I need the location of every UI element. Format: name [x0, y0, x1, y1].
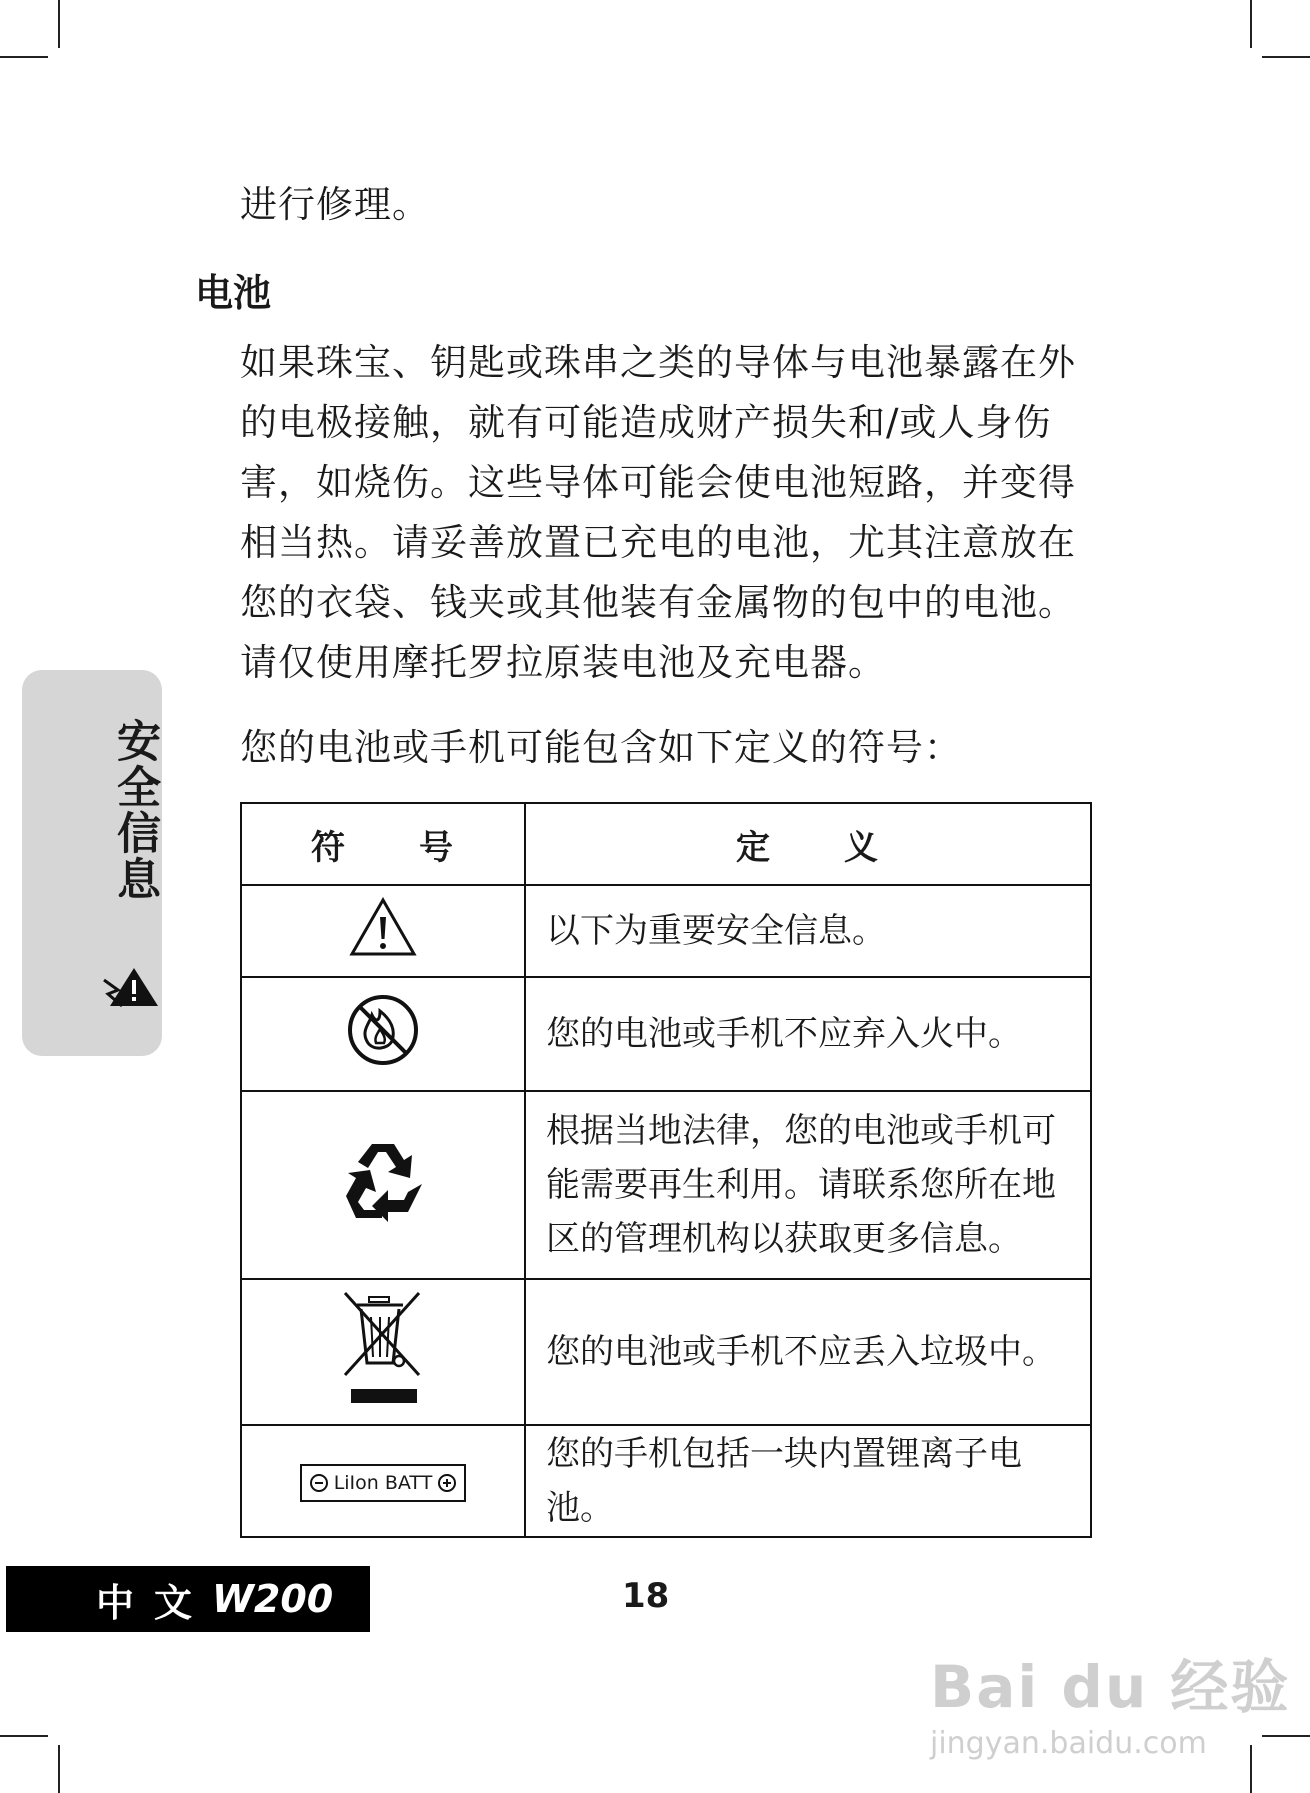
- symbols-table: [240, 802, 1092, 1538]
- warning-lightning-icon: [102, 966, 160, 1010]
- symbol-cell: [241, 1425, 525, 1537]
- watermark-sub: jingyan.baidu.com: [930, 1726, 1207, 1761]
- symbol-cell: [241, 1091, 525, 1279]
- definition-cell: 根据当地法律，您的电池或手机可能需要再生利用。请联系您所在地区的管理机构以获取更多信息。: [525, 1091, 1091, 1279]
- crossed-bin-icon: [341, 1289, 425, 1407]
- header-definition: 定 义: [525, 803, 1091, 885]
- symbols-intro: 您的电池或手机可能包含如下定义的符号：: [240, 726, 962, 769]
- crop-mark: [1250, 0, 1252, 48]
- minus-terminal-icon: [310, 1474, 328, 1492]
- table-header-row: [241, 803, 1091, 885]
- table-row: [241, 885, 1091, 977]
- warning-triangle-icon: [349, 897, 417, 957]
- crop-mark: [1262, 56, 1310, 58]
- crop-mark: [58, 0, 60, 48]
- side-tab: [22, 670, 162, 1056]
- symbol-cell: [241, 1279, 525, 1425]
- table-row: [241, 1279, 1091, 1425]
- no-fire-icon: [346, 993, 420, 1067]
- crop-mark: [0, 1735, 48, 1737]
- recycle-icon: [338, 1138, 428, 1224]
- crop-mark: [58, 1745, 60, 1793]
- definition-cell: 您的电池或手机不应丢入垃圾中。: [525, 1279, 1091, 1425]
- page-number: 18: [622, 1576, 670, 1616]
- definition-cell: 以下为重要安全信息。: [525, 885, 1091, 977]
- symbol-cell: [241, 885, 525, 977]
- battery-label: LiIon BATT: [333, 1471, 433, 1494]
- watermark: [930, 1640, 1290, 1761]
- crop-mark: [0, 56, 48, 58]
- table-row: [241, 1091, 1091, 1279]
- footer-badge: [6, 1566, 370, 1632]
- watermark-main: Bai du 经验: [930, 1653, 1291, 1721]
- liion-battery-icon: [300, 1464, 467, 1502]
- table-row: [241, 977, 1091, 1091]
- definition-cell: 您的电池或手机不应弃入火中。: [525, 977, 1091, 1091]
- footer-model: W200: [212, 1577, 334, 1621]
- side-tab-label: 安全信息: [109, 718, 160, 902]
- footer-language: 中文: [96, 1580, 213, 1625]
- header-symbol: 符 号: [241, 803, 525, 885]
- definition-cell: 您的手机包括一块内置锂离子电池。: [525, 1425, 1091, 1537]
- plus-terminal-icon: [438, 1474, 456, 1492]
- section-title: 电池: [195, 270, 272, 315]
- table-row: [241, 1425, 1091, 1537]
- symbol-cell: [241, 977, 525, 1091]
- battery-paragraph: 如果珠宝、钥匙或珠串之类的导体与电池暴露在外的电极接触，就有可能造成财产损失和/或人身伤害，如烧伤。这些导体可能会使电池短路，并变得相当热。请妥善放置已充电的电池，尤其注意放在您的衣袋、钱夹或其他装有金属物的包中的电池。请仅使用摩托罗拉原装电池及充电器。: [240, 341, 1076, 684]
- continuation-text: 进行修理。: [240, 183, 430, 226]
